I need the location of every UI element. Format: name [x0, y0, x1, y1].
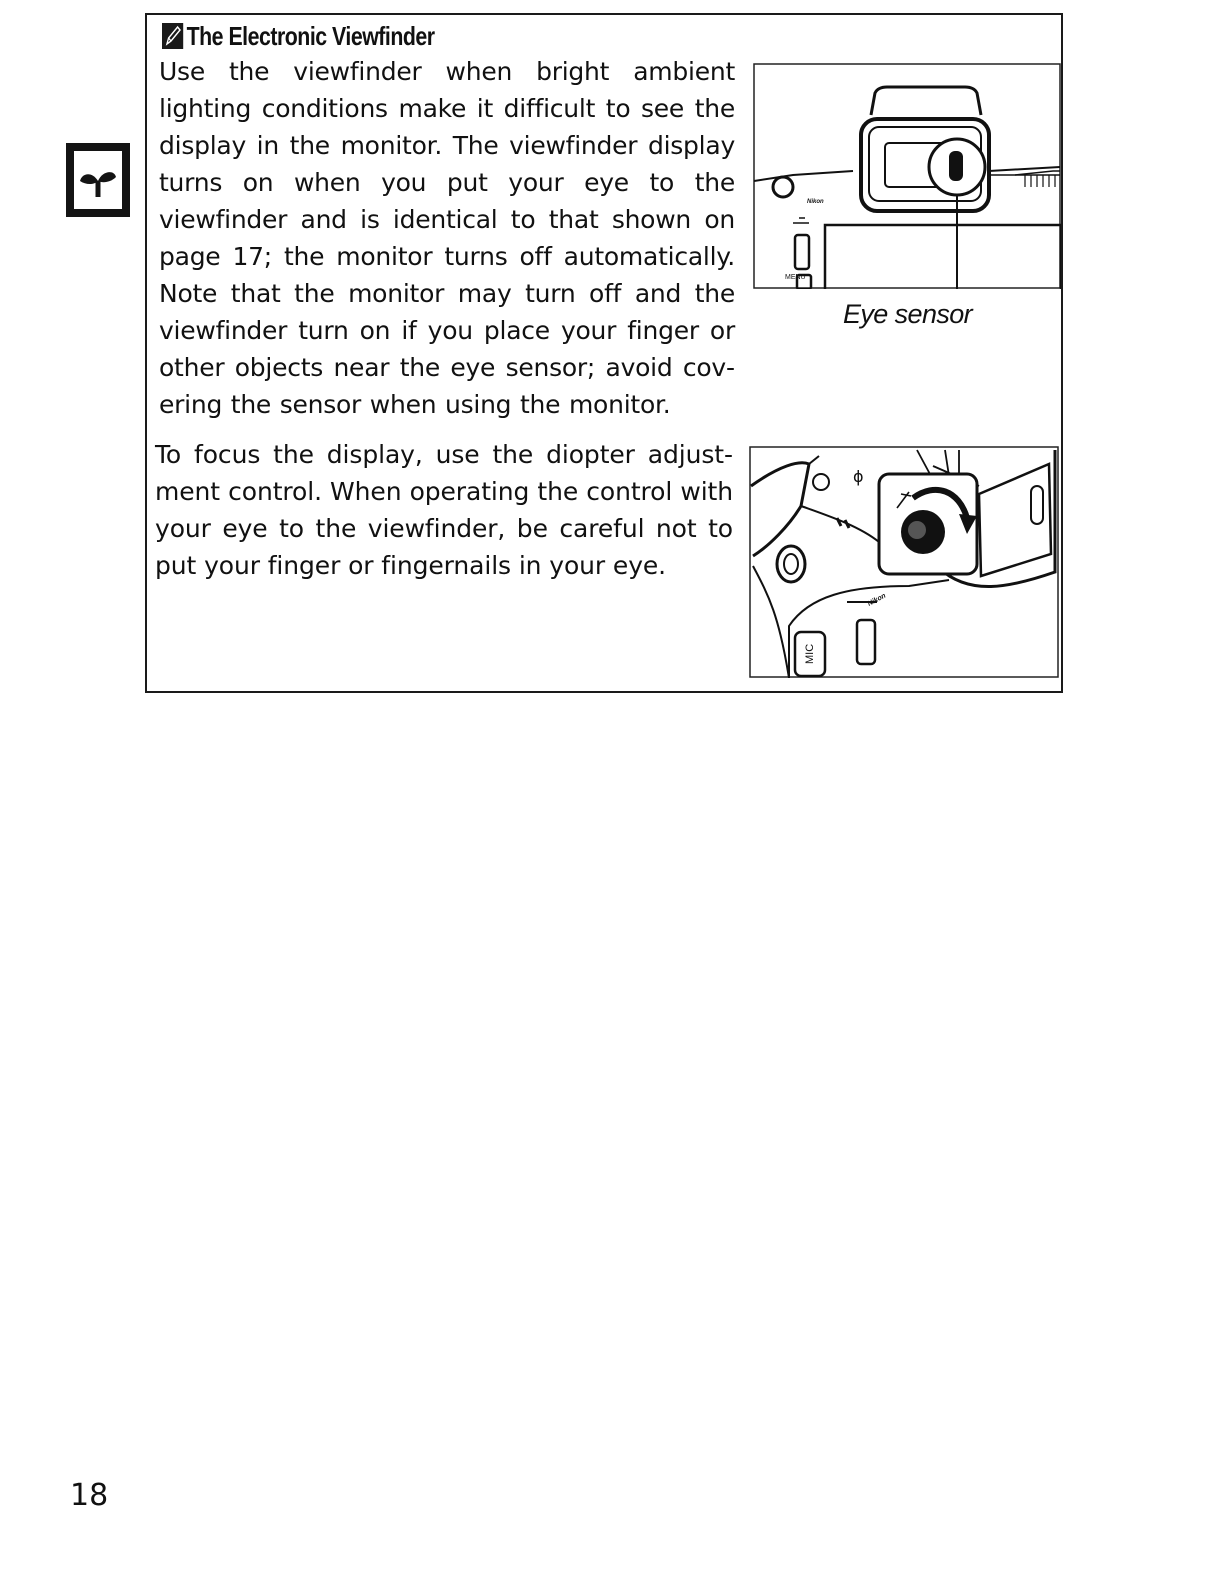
note-box	[145, 13, 1063, 693]
mic-label: MIC	[804, 643, 816, 664]
pencil-note-icon	[162, 23, 183, 49]
chapter-tab-inner	[74, 151, 122, 209]
diopter-control-figure	[749, 446, 1059, 678]
page-number: 18	[70, 1478, 109, 1513]
note-title-text: The Electronic Viewfinder	[186, 20, 435, 51]
brand-mark: Nikon	[866, 592, 888, 608]
eye-sensor-figure	[753, 63, 1061, 289]
menu-button-label: MENU	[785, 274, 806, 281]
eye-sensor	[949, 151, 963, 181]
sprout-icon	[74, 151, 122, 209]
diopter-symbol: ϕ	[853, 467, 864, 486]
paragraph-diopter-adjustment: To focus the display, use the diopter adjustment control. When operating the control with your eye to the viewfinder, be careful not to put your finger or fingernails in your eye.	[155, 440, 733, 580]
paragraph-viewfinder-usage: Use the viewfinder when bright ambient lighting conditions make it difficult to see the display in the monitor. The viewfinder display turns on when you put your eye to the viewfinder and is identical to that shown on page 17; the monitor turns off automatically. Note that the monitor may turn off and the viewfinder turn on if you place your finger or other objects near the eye sensor; avoid covering the sensor when using the monitor.	[159, 57, 735, 419]
brand-mark: Nikon	[807, 199, 824, 205]
chapter-tab	[66, 143, 130, 217]
note-title	[162, 20, 435, 52]
diopter-knob-center	[908, 521, 926, 539]
figure-caption-eye-sensor: Eye sensor	[843, 299, 973, 329]
figure-frame	[754, 64, 1060, 288]
